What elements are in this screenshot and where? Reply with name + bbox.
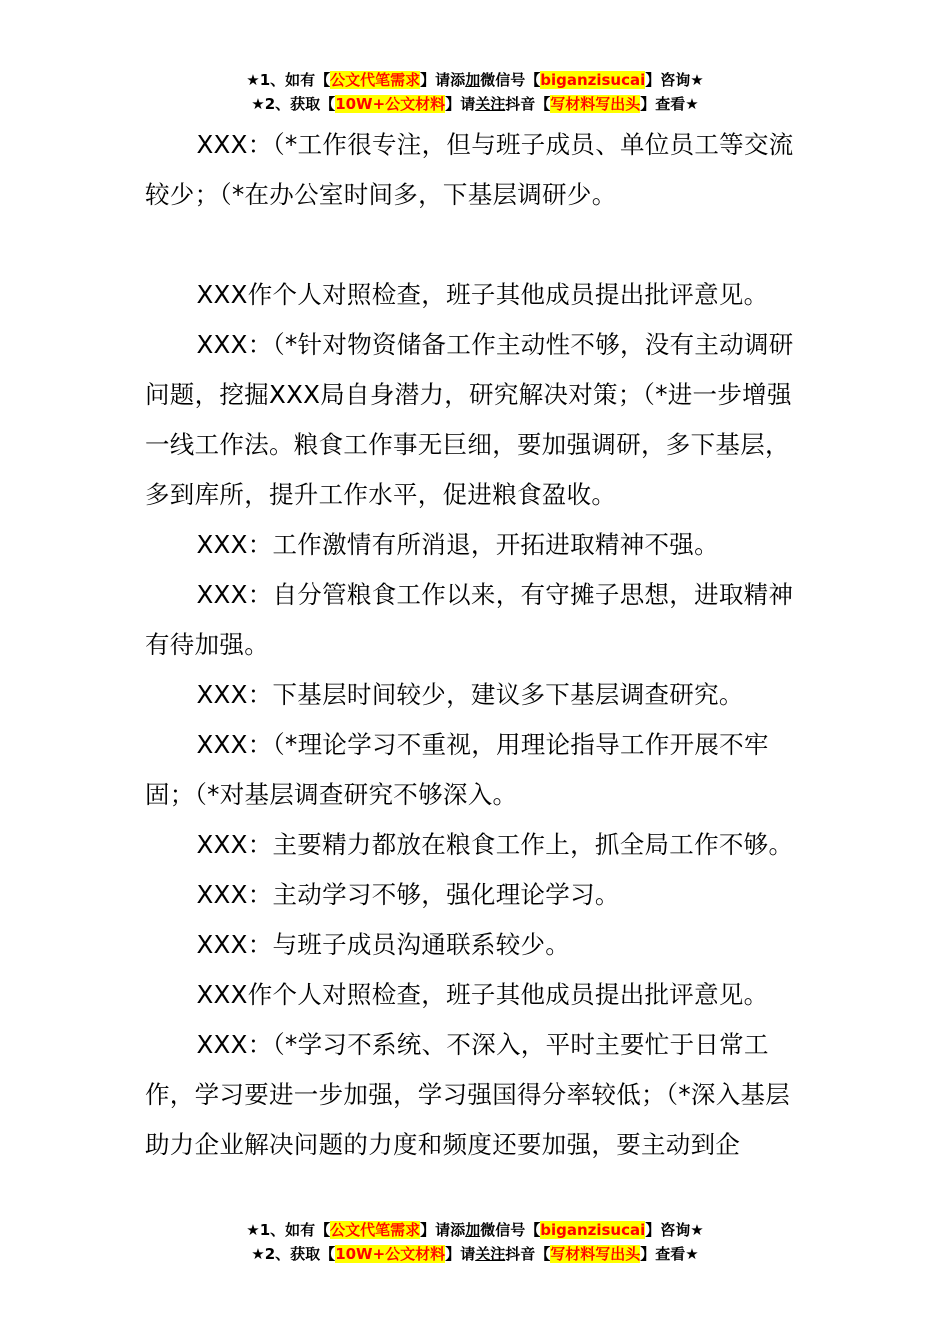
banner-line-2 <box>0 92 950 116</box>
banner-highlight: biganzisucai <box>540 71 646 89</box>
banner-text: ★2、获取【 <box>251 95 336 113</box>
banner-line-1 <box>0 68 950 92</box>
banner-text: ★1、如有【 <box>246 1221 331 1239</box>
banner-highlight: 10W+公文材料 <box>335 95 446 113</box>
banner-text: 抖音【 <box>505 1245 551 1263</box>
paragraph: XXX：自分管粮食工作以来，有守摊子思想，进取精神有待加强。 <box>145 580 794 659</box>
paragraph: XXX：主动学习不够，强化理论学习。 <box>196 880 620 909</box>
paragraph: XXX：工作激情有所消退，开拓进取精神不强。 <box>196 530 719 559</box>
banner-text: 】咨询★ <box>645 71 704 89</box>
banner-text: 】咨询★ <box>645 1221 704 1239</box>
banner-underlined: 关注 <box>475 1245 506 1263</box>
banner-text: 】查看★ <box>640 1245 699 1263</box>
paragraph: XXX作个人对照检查，班子其他成员提出批评意见。 <box>196 980 769 1009</box>
banner-text: ★2、获取【 <box>251 1245 336 1263</box>
banner-highlight: 公文代笔需求 <box>330 1221 421 1239</box>
paragraph: XXX：（*工作很专注，但与班子成员、单位员工等交流较少；（*在办公室时间多，下基层调研少。 <box>145 130 794 209</box>
paragraph: XXX：主要精力都放在粮食工作上，抓全局工作不够。 <box>196 830 794 859</box>
banner-text: 微信号【 <box>480 1221 541 1239</box>
banner-text: 抖音【 <box>505 95 551 113</box>
paragraph: XXX：下基层时间较少，建议多下基层调查研究。 <box>196 680 744 709</box>
paragraph: XXX：（*理论学习不重视，用理论指导工作开展不牢固；（*对基层调查研究不够深入。 <box>145 730 769 809</box>
document-body <box>145 120 810 1170</box>
paragraph: XXX：（*学习不系统、不深入，平时主要忙于日常工作，学习要进一步加强，学习强国得分率较低；（*深入基层助力企业解决问题的力度和频度还要加强，要主动到企 <box>145 1030 791 1159</box>
banner-highlight: biganzisucai <box>540 1221 646 1239</box>
banner-underlined: 加 <box>465 1221 481 1239</box>
banner-text: 】查看★ <box>640 95 699 113</box>
banner-text: 】请添 <box>420 71 466 89</box>
banner-text: 微信号【 <box>480 71 541 89</box>
paragraph-gap <box>145 220 810 270</box>
banner-highlight: 写材料写出头 <box>550 1245 641 1263</box>
footer-banner <box>0 1218 950 1266</box>
header-banner <box>0 68 950 116</box>
banner-highlight: 公文代笔需求 <box>330 71 421 89</box>
banner-text: ★1、如有【 <box>246 71 331 89</box>
paragraph: XXX作个人对照检查，班子其他成员提出批评意见。 <box>196 280 769 309</box>
banner-line-2 <box>0 1242 950 1266</box>
banner-highlight: 写材料写出头 <box>550 95 641 113</box>
paragraph: XXX：（*针对物资储备工作主动性不够，没有主动调研问题，挖掘XXX局自身潜力，研究解决对策；（*进一步增强一线工作法。粮食工作事无巨细，要加强调研，多下基层，多到库所，提升工作水平，促进粮食盈收。 <box>145 330 794 509</box>
banner-text: 】请 <box>445 1245 476 1263</box>
banner-underlined: 关注 <box>475 95 506 113</box>
banner-text: 】请 <box>445 95 476 113</box>
banner-underlined: 加 <box>465 71 481 89</box>
paragraph: XXX：与班子成员沟通联系较少。 <box>196 930 571 959</box>
banner-line-1 <box>0 1218 950 1242</box>
banner-highlight: 10W+公文材料 <box>335 1245 446 1263</box>
banner-text: 】请添 <box>420 1221 466 1239</box>
